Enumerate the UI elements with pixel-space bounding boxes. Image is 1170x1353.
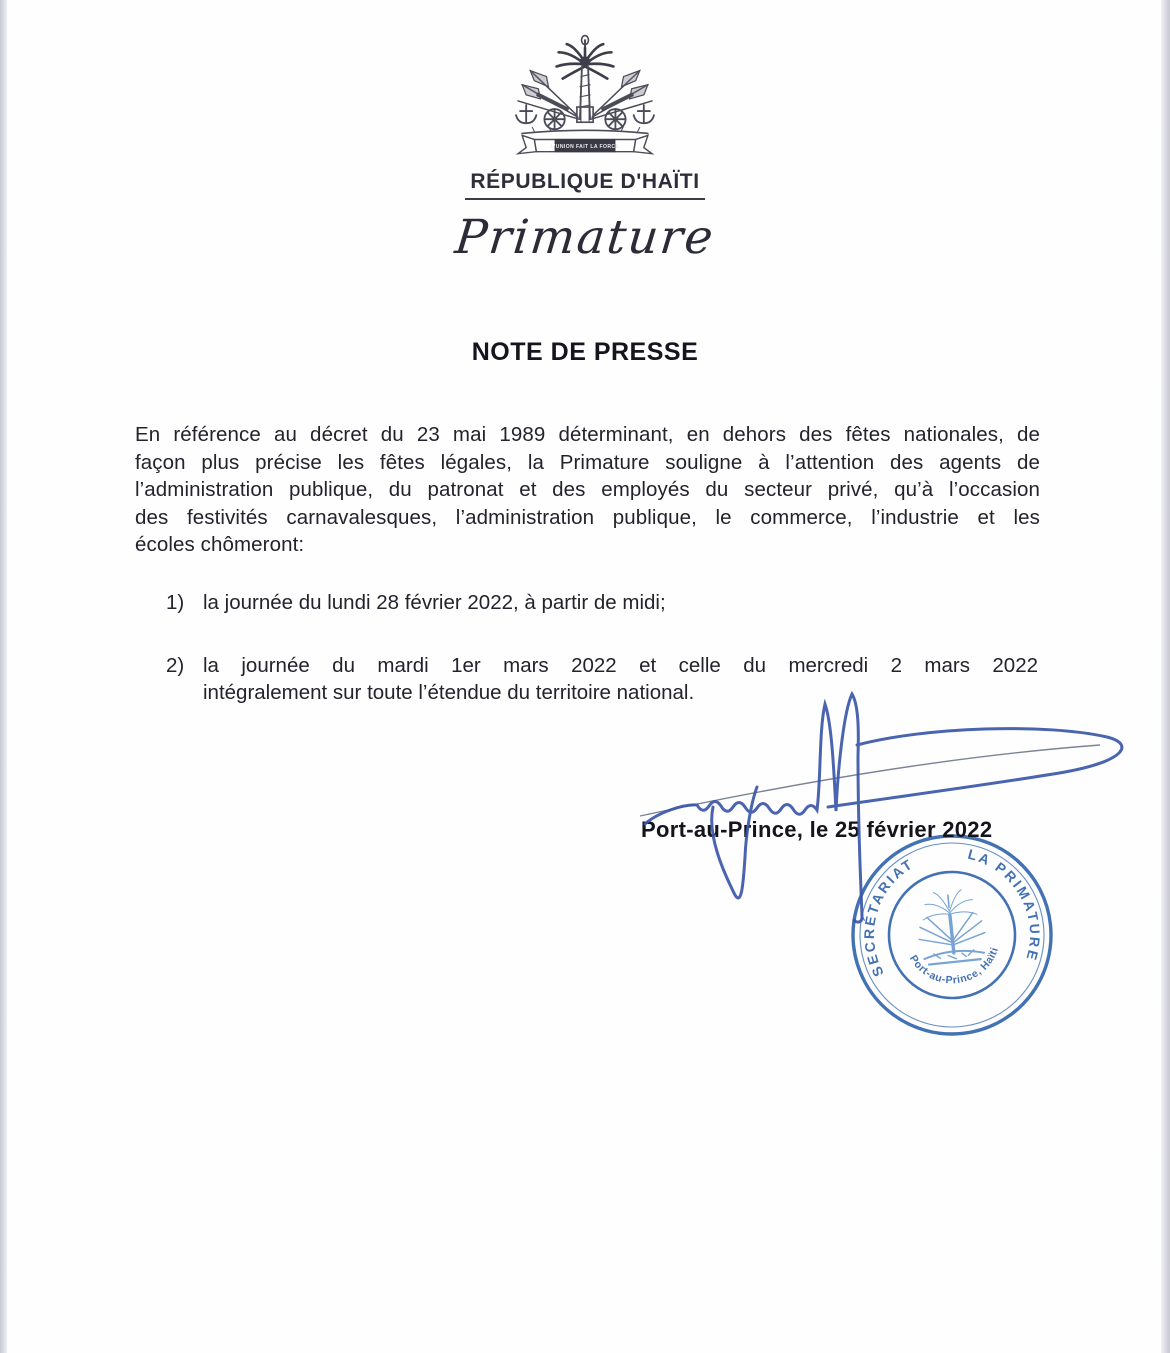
- paragraph-line: écoles chômeront:: [135, 533, 305, 557]
- paragraph-line: l’administration publique, du patronat et des employés du secteur privé, qu’à l’occasion: [135, 478, 1040, 502]
- list-item: [166, 589, 1038, 617]
- list-item-number: 2): [166, 653, 185, 677]
- page-edge-left: [0, 0, 7, 1353]
- dateline: Port-au-Prince, le 25 février 2022: [641, 817, 993, 842]
- document-title: NOTE DE PRESSE: [471, 338, 699, 366]
- stamp-arc-right-text: LA PRIMATURE: [966, 845, 1044, 964]
- institution-script-title: Primature: [452, 210, 718, 265]
- motto-banner: L'UNION FAIT LA FORCE: [550, 144, 620, 151]
- paragraph-line: En référence au décret du 23 mai 1989 déterminant, en dehors des fêtes nationales, de: [135, 423, 1040, 446]
- paragraph-line: façon plus précise les fêtes légales, la Primature souligne à l’attention des agents de: [135, 450, 1040, 474]
- republic-label: RÉPUBLIQUE D'HAÏTI: [0, 170, 1170, 200]
- list-item-text: la journée du mardi 1er mars 2022 et celle du mercredi 2 mars 2022: [203, 653, 1038, 677]
- page-edge-right: [1161, 0, 1170, 1353]
- signature: [595, 685, 1140, 1075]
- stamp-bottom-text: Port-au-Prince, Haïti: [907, 945, 1002, 987]
- haiti-coat-of-arms-icon: [503, 34, 667, 176]
- list-item-text: intégralement sur toute l’étendue du territoire national.: [203, 681, 695, 705]
- stamp-arc-left-text: SECRÉTARIAT: [860, 855, 917, 980]
- main-paragraph: [135, 421, 1040, 559]
- list-item-text: la journée du lundi 28 février 2022, à partir de midi;: [203, 591, 666, 614]
- paragraph-line: des festivités carnavalesques, l’administration publique, le commerce, l’industrie et les: [135, 505, 1040, 529]
- list-item-number: 1): [166, 591, 185, 614]
